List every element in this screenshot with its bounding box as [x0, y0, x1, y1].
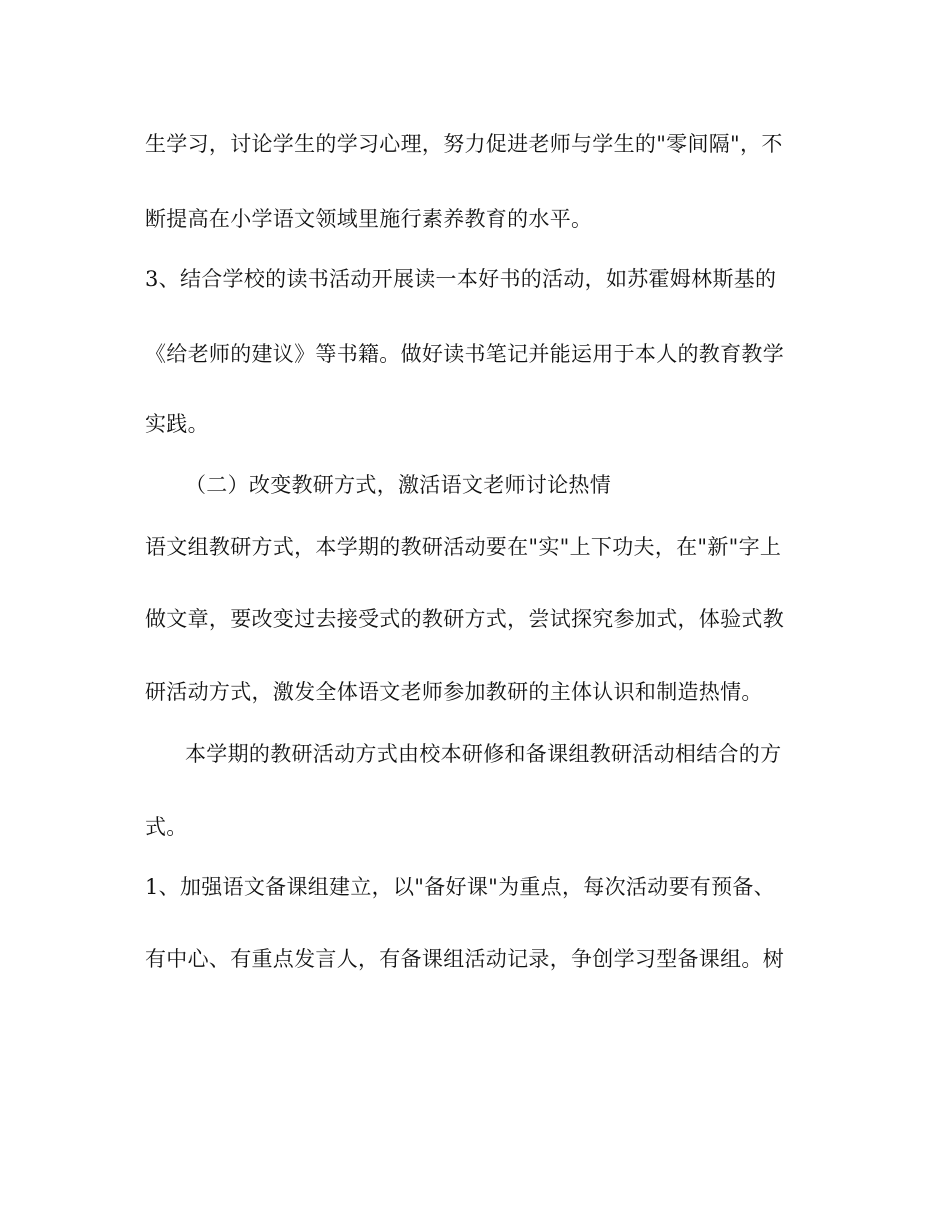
text-line: 1、加强语文备课组建立，以"备好课"为重点，每次活动要有预备、	[145, 875, 775, 899]
text-line: 做文章，要改变过去接受式的教研方式，尝试探究参加式，体验式教	[145, 607, 784, 631]
text-line: 实践。	[145, 412, 209, 436]
text-line: 断提高在小学语文领域里施行素养教育的水平。	[145, 207, 593, 231]
section-heading: （二）改变教研方式，激活语文老师讨论热情	[185, 473, 611, 497]
text-line: 《给老师的建议》等书籍。做好读书笔记并能运用于本人的教育教学	[145, 342, 784, 366]
text-line: 生学习，讨论学生的学习心理，努力促进老师与学生的"零间隔"，不	[145, 132, 783, 156]
text-line: 有中心、有重点发言人，有备课组活动记录，争创学习型备课组。树	[145, 947, 784, 971]
text-line: 式。	[145, 815, 188, 839]
text-line: 研活动方式，激发全体语文老师参加教研的主体认识和制造热情。	[145, 680, 763, 704]
text-line: 语文组教研方式，本学期的教研活动要在"实"上下功夫，在"新"字上	[145, 535, 782, 559]
text-line: 本学期的教研活动方式由校本研修和备课组教研活动相结合的方	[185, 742, 782, 766]
text-line: 3、结合学校的读书活动开展读一本好书的活动，如苏霍姆林斯基的	[145, 267, 777, 291]
